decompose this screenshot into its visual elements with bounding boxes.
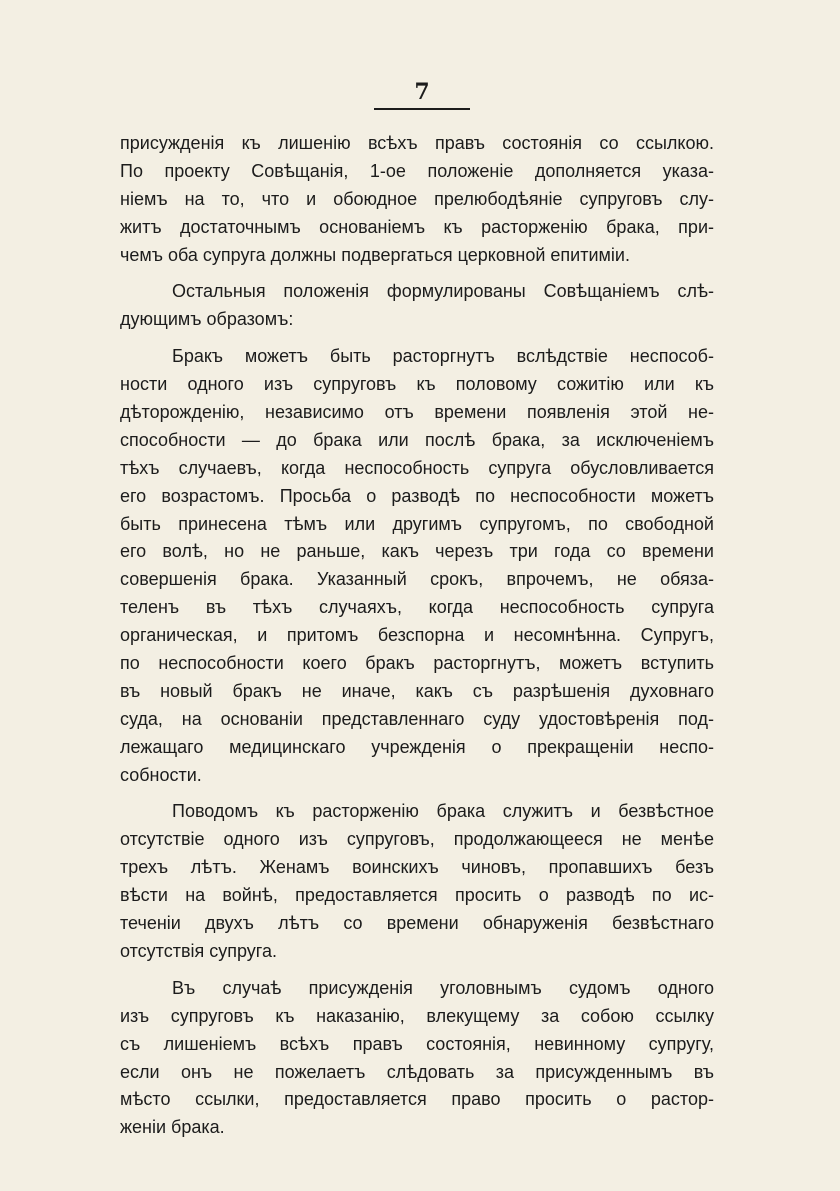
text-line: житъ достаточнымъ основаніемъ къ расторженію брака, при- — [120, 216, 714, 237]
paragraph — [120, 975, 714, 1142]
text-line: присужденія къ лишенію всѣхъ правъ состоянія со ссылкою. — [120, 133, 714, 153]
text-line: совершенія брака. Указанный срокъ, впрочемъ, не обяза- — [120, 569, 714, 590]
text-line: Остальныя положенія формулированы Совѣщаніемъ слѣ- — [172, 281, 714, 302]
text-line: мѣсто ссылки, предоставляется право просить о растор- — [120, 1089, 714, 1110]
text-line: Поводомъ къ расторженію брака служитъ и безвѣстное — [172, 801, 714, 822]
text-line: отсутствіе одного изъ супруговъ, продолжающееся не менѣе — [120, 829, 714, 850]
text-line: теленъ въ тѣхъ случаяхъ, когда неспособность супруга — [120, 597, 714, 618]
text-line: лежащаго медицинскаго учрежденія о прекращеніи неспо- — [120, 736, 714, 757]
text-line: дующимъ образомъ: — [120, 309, 294, 330]
text-line: дѣторожденію, независимо отъ времени появленія этой не- — [120, 402, 714, 423]
text-line: его возрастомъ. Просьба о разводѣ по неспособности можетъ — [120, 485, 714, 506]
paragraph — [120, 343, 714, 789]
text-line: теченіи двухъ лѣтъ со времени обнаруженія безвѣстнаго — [120, 913, 714, 934]
text-line: изъ супруговъ къ наказанію, влекущему за собою ссылку — [120, 1005, 714, 1026]
header-rule — [374, 108, 470, 110]
text-line: по неспособности коего бракъ расторгнутъ, можетъ вступить — [120, 653, 714, 674]
text-line: Бракъ можетъ быть расторгнутъ вслѣдствіе неспособ- — [172, 346, 714, 367]
text-line: По проекту Совѣщанія, 1-ое положеніе дополняется указа- — [120, 160, 714, 181]
page-number: 7 — [414, 79, 430, 105]
text-line: Въ случаѣ присужденія уголовнымъ судомъ одного — [172, 977, 714, 998]
text-line: быть принесена тѣмъ или другимъ супругомъ, по свободной — [120, 513, 714, 534]
text-line: трехъ лѣтъ. Женамъ воинскихъ чиновъ, пропавшихъ безъ — [120, 857, 714, 878]
text-line: чемъ оба супруга должны подвергаться церковной епитиміи. — [120, 244, 630, 265]
paragraph — [120, 130, 714, 269]
paragraph — [120, 278, 714, 334]
text-line: вѣсти на войнѣ, предоставляется просить о разводѣ по ис- — [120, 885, 714, 906]
text-line: его волѣ, но не раньше, какъ черезъ три года со времени — [120, 541, 714, 562]
text-line: органическая, и притомъ безспорна и несомнѣнна. Супругъ, — [120, 625, 714, 646]
text-line: ніемъ на то, что и обоюдное прелюбодѣяніе супруговъ слу- — [120, 188, 714, 209]
text-line: отсутствія супруга. — [120, 940, 277, 961]
text-line: тѣхъ случаевъ, когда неспособность супруга обусловливается — [120, 457, 714, 478]
text-line: въ новый бракъ не иначе, какъ съ разрѣшенія духовнаго — [120, 680, 714, 701]
body-text — [120, 130, 714, 1142]
text-line: ности одного изъ супруговъ къ половому сожитію или къ — [120, 374, 714, 395]
text-line: суда, на основаніи представленнаго суду удостовѣренія под- — [120, 708, 714, 729]
text-line: способности — до брака или послѣ брака, за исключеніемъ — [120, 429, 714, 450]
text-line: собности. — [120, 764, 202, 785]
text-line: женіи брака. — [120, 1117, 225, 1138]
text-line: съ лишеніемъ всѣхъ правъ состоянія, невинному супругу, — [120, 1033, 714, 1054]
text-line: если онъ не пожелаетъ слѣдовать за присужденнымъ въ — [120, 1061, 714, 1082]
paragraph — [120, 798, 714, 965]
